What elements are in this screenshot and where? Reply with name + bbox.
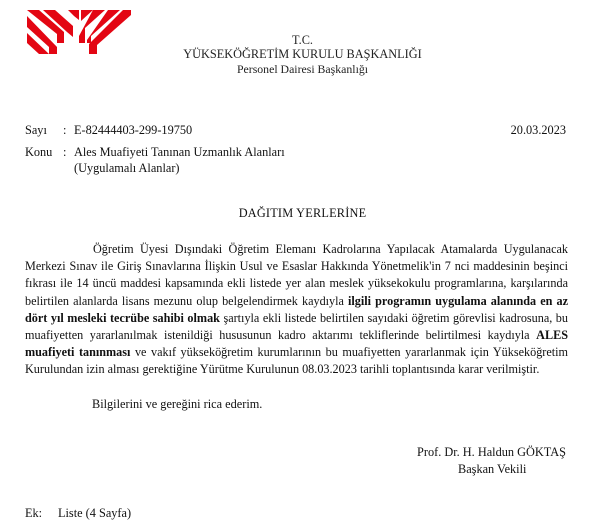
institution-name: YÜKSEKÖĞRETİM KURULU BAŞKANLIĞI [183, 47, 422, 61]
distribution-title: DAĞITIM YERLERİNE [238, 206, 367, 220]
konu-line-2: (Uygulamalı Alanlar) [74, 161, 180, 175]
body-bold-2: ALES muafiyeti tanınması [25, 328, 568, 360]
konu-colon: : [63, 145, 67, 159]
attachment-label: Ek: [25, 506, 43, 520]
header-tc: T.C. [292, 33, 313, 47]
document-date: 20.03.2023 [510, 123, 566, 137]
department-name: Personel Dairesi Başkanlığı [236, 62, 369, 76]
sayi-label: Sayı [25, 123, 47, 137]
sayi-value: E-82444403-299-19750 [74, 123, 193, 137]
konu-line-1: Ales Muafiyeti Tanınan Uzmanlık Alanları [74, 145, 285, 159]
signatory-name: Prof. Dr. H. Haldun GÖKTAŞ [417, 445, 566, 459]
body-paragraph [25, 241, 568, 379]
attachment-value: Liste (4 Sayfa) [58, 506, 132, 520]
body-text-2: şartıyla ekli listede belirtilen sayıdaki öğretim görevlisi kadrosuna, bu muafiyetten yararlanılmak istenildiği hususunun kadro aktarımı tekliflerinde belirtilmesi kaydıyla [25, 310, 568, 343]
signatory-title: Başkan Vekili [458, 462, 527, 476]
body-text-1: Öğretim Üyesi Dışındaki Öğretim Elemanı Kadrolarına Yapılacak Atamalarda Uygulanacak Merkezi Sınav ile Giriş Sınavlarına İlişkin Usul ve Esaslar Hakkında Yönetmelik'in 7 nci maddesinin beşinci fıkrası ile 14 üncü maddesi kapsamında ekli listede yer alan meslek yüksekokulu programlarına, karşılarında belirtilen alanlarda lisans mezunu olup belgelendirmek kaydıyla [25, 242, 568, 308]
sayi-colon: : [63, 123, 67, 137]
body-bold-1: ilgili programın uygulama alanında en az dört yıl mesleki tecrübe sahibi olmak [25, 293, 569, 325]
konu-label: Konu [25, 145, 53, 159]
body-text-3: ve vakıf yükseköğretim kurumlarının bu muafiyetten yararlanmak için Yükseköğretim Kurulundan izin alması gerektiğine Yürütme Kurulunun 08.03.2023 tarihli toplantısında karar verilmiştir. [25, 345, 569, 377]
closing-regards: Bilgilerini ve gereğini rica ederim. [92, 397, 263, 411]
